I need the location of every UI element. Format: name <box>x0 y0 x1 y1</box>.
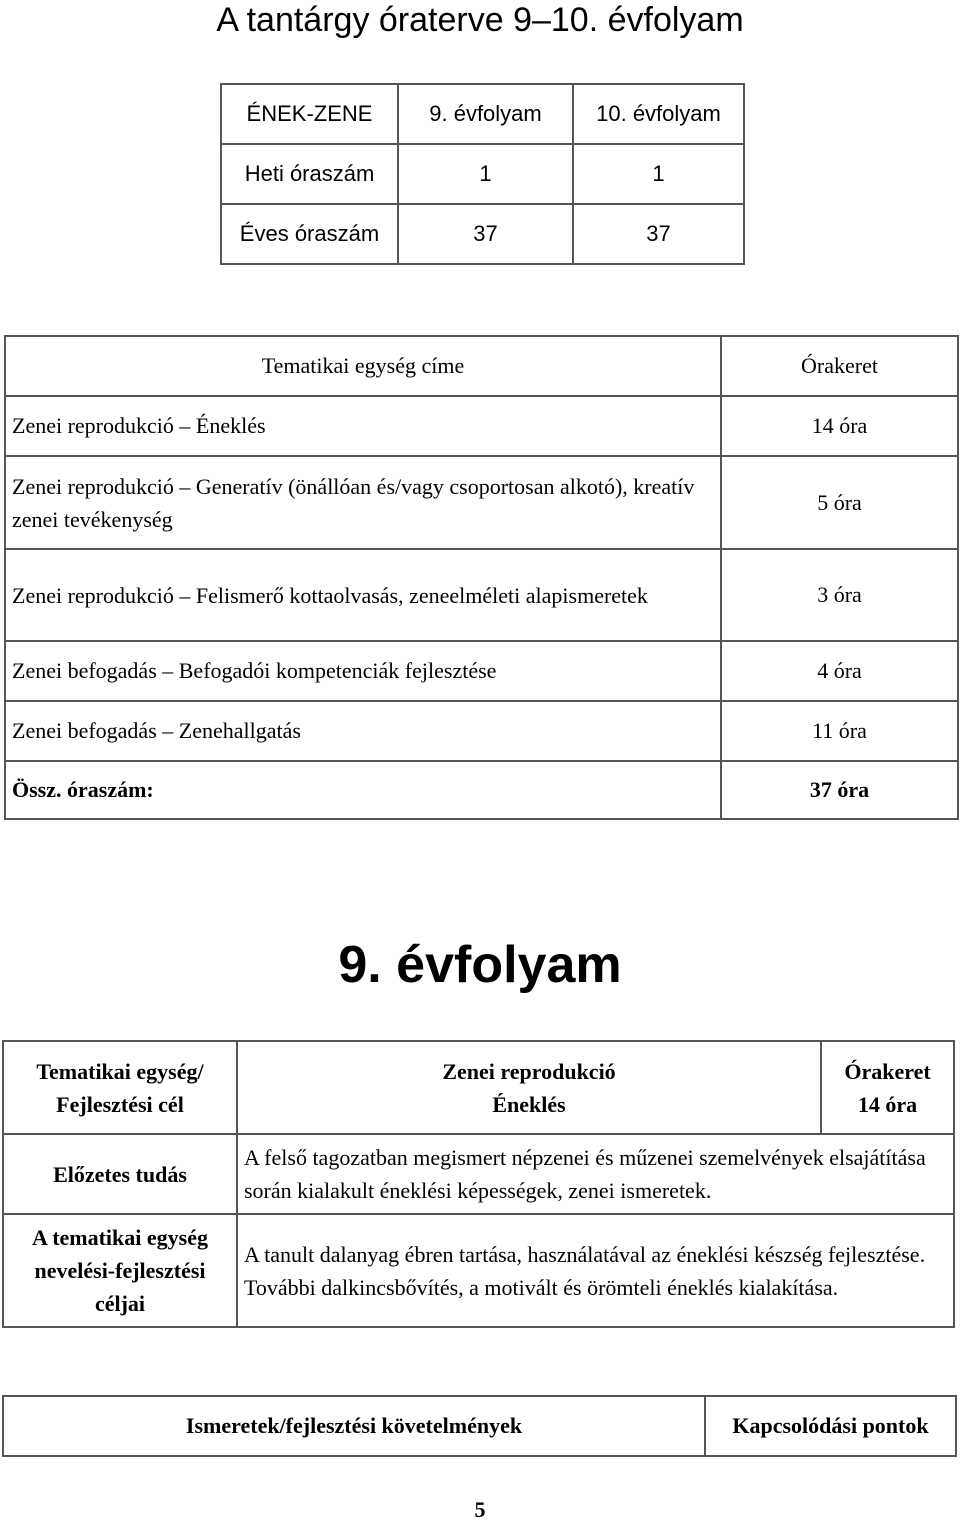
unit-label-line1: Tematikai egység/ <box>36 1058 204 1084</box>
table-cell: Éves óraszám <box>221 204 398 264</box>
unit-hours-cell <box>821 1041 954 1134</box>
requirements-header: Ismeretek/fejlesztési követelmények <box>3 1396 705 1456</box>
unit-name-line2: Éneklés <box>492 1091 566 1117</box>
unit-detail-table <box>2 1040 955 1328</box>
table-row <box>3 1134 954 1214</box>
hours-label: Órakeret <box>844 1058 931 1084</box>
page-title: A tantárgy óraterve 9–10. évfolyam <box>216 1 744 39</box>
unit-title: Zenei reprodukció – Felismerő kottaolvasás, zeneelméleti alapismeretek <box>5 549 721 641</box>
connection-points-header: Kapcsolódási pontok <box>705 1396 956 1456</box>
total-hours: 37 óra <box>721 761 958 819</box>
unit-title: Zenei befogadás – Zenehallgatás <box>5 701 721 761</box>
hours-value: 14 óra <box>857 1091 918 1117</box>
total-label: Össz. óraszám: <box>5 761 721 819</box>
table-header-hours: Órakeret <box>721 336 958 396</box>
table-row <box>5 761 958 819</box>
unit-title: Zenei befogadás – Befogadói kompetenciák fejlesztése <box>5 641 721 701</box>
table-row <box>3 1041 954 1134</box>
table-cell: Heti óraszám <box>221 144 398 204</box>
unit-hours: 5 óra <box>721 456 958 549</box>
goals-label: A tematikai egység nevelési-fejlesztési céljai <box>3 1214 237 1327</box>
table-row <box>5 549 958 641</box>
unit-hours: 14 óra <box>721 396 958 456</box>
table-cell: ÉNEK-ZENE <box>221 84 398 144</box>
unit-hours: 3 óra <box>721 549 958 641</box>
table-cell: 9. évfolyam <box>398 84 573 144</box>
table-row <box>5 701 958 761</box>
unit-name-line1: Zenei reprodukció <box>442 1058 616 1084</box>
table-row <box>5 336 958 396</box>
table-row <box>221 204 744 264</box>
table-row <box>3 1214 954 1327</box>
prior-knowledge-label: Előzetes tudás <box>3 1134 237 1214</box>
thematic-units-table <box>4 335 959 820</box>
weekly-hours-table <box>220 83 745 265</box>
table-cell: 37 <box>398 204 573 264</box>
page-number: 5 <box>474 1497 486 1522</box>
table-cell: 10. évfolyam <box>573 84 744 144</box>
table-cell: 1 <box>398 144 573 204</box>
table-cell: 37 <box>573 204 744 264</box>
unit-hours: 11 óra <box>721 701 958 761</box>
unit-hours: 4 óra <box>721 641 958 701</box>
unit-name-cell <box>237 1041 821 1134</box>
table-row <box>5 641 958 701</box>
table-row <box>5 456 958 549</box>
table-header-title: Tematikai egység címe <box>5 336 721 396</box>
unit-label-line2: Fejlesztési cél <box>56 1091 184 1117</box>
unit-title: Zenei reprodukció – Éneklés <box>5 396 721 456</box>
table-row <box>221 144 744 204</box>
unit-label-cell <box>3 1041 237 1134</box>
requirements-table <box>2 1395 957 1457</box>
table-row <box>5 396 958 456</box>
table-row <box>3 1396 956 1456</box>
prior-knowledge-text: A felső tagozatban megismert népzenei és műzenei szemelvények elsajátítása során kialakult éneklési képességek, zenei ismeretek. <box>237 1134 954 1214</box>
section-title: 9. évfolyam <box>338 936 622 994</box>
table-row <box>221 84 744 144</box>
unit-title: Zenei reprodukció – Generatív (önállóan és/vagy csoportosan alkotó), kreatív zenei tevékenység <box>5 456 721 549</box>
table-cell: 1 <box>573 144 744 204</box>
goals-text: A tanult dalanyag ébren tartása, használatával az éneklési készség fejlesztése. További dalkincsbővítés, a motivált és örömteli éneklés kialakítása. <box>237 1214 954 1327</box>
